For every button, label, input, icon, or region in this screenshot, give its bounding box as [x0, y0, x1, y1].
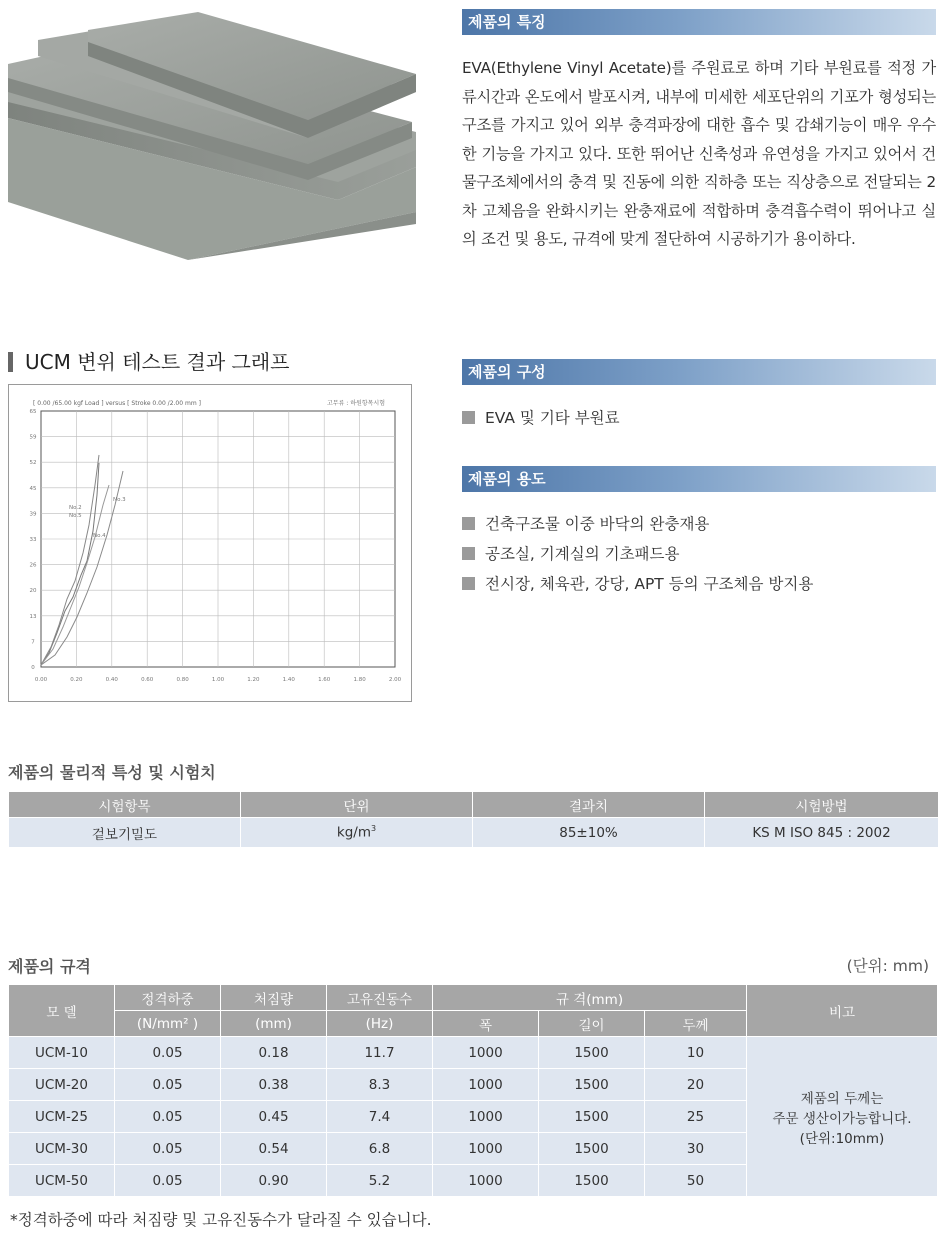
- x-tick-label: 1.80: [353, 677, 366, 683]
- phys-unit-text: kg/m: [336, 824, 371, 841]
- phys-result: 85±10%: [473, 818, 705, 848]
- y-tick-label: 52: [29, 460, 37, 467]
- usage-header: 제품의 용도: [462, 466, 936, 492]
- spec-unit-note: (단위: mm): [846, 957, 929, 975]
- spec-cell-width: 1000: [433, 1101, 539, 1133]
- spec-cell-load: 0.05: [115, 1165, 221, 1197]
- curve-no3: [41, 455, 99, 665]
- note-line: (단위:10mm): [799, 1130, 885, 1147]
- y-tick-label: 20: [29, 588, 37, 595]
- list-item-text: 공조실, 기계실의 기초패드용: [485, 545, 680, 563]
- y-tick-label: 0: [31, 665, 35, 671]
- table-row: [9, 1133, 747, 1165]
- spec-cell-model: UCM-30: [9, 1133, 115, 1165]
- spec-header-width: 폭: [433, 1011, 539, 1037]
- displacement-graph: [9, 385, 411, 701]
- bullet-square-icon: [462, 411, 475, 424]
- spec-cell-model: UCM-50: [9, 1165, 115, 1197]
- y-tick-label: 33: [29, 537, 37, 543]
- spec-cell-load: 0.05: [115, 1133, 221, 1165]
- x-tick-label: 1.00: [211, 677, 225, 683]
- spec-cell-freq: 8.3: [327, 1069, 433, 1101]
- x-tick-label: 2.00: [388, 677, 402, 683]
- table-row: [9, 1037, 747, 1069]
- list-item: [462, 539, 813, 569]
- spec-header-thickness: 두께: [645, 1011, 747, 1037]
- y-tick-label: 39: [29, 511, 37, 518]
- spec-cell-model: UCM-25: [9, 1101, 115, 1133]
- graph-title-text: UCM 변위 테스트 결과 그래프: [25, 350, 290, 374]
- x-tick-label: 1.40: [282, 677, 295, 683]
- curve-label: No.5: [69, 513, 82, 519]
- spec-cell-load: 0.05: [115, 1069, 221, 1101]
- graph-header-right: 고무류 : 하원항목시험: [327, 400, 386, 407]
- y-tick-label: 59: [29, 434, 37, 441]
- note-line: 제품의 두께는: [800, 1090, 884, 1107]
- spec-note-cell: [747, 1037, 938, 1197]
- spec-cell-thickness: 20: [645, 1069, 747, 1101]
- spec-cell-length: 1500: [539, 1165, 645, 1197]
- phys-unit: [241, 818, 473, 848]
- spec-cell-width: 1000: [433, 1133, 539, 1165]
- spec-header-load-unit: (N/mm² ): [115, 1011, 221, 1037]
- curve-no2: [41, 463, 99, 665]
- y-tick-label: 65: [29, 409, 37, 415]
- phys-header-item: 시험항목: [9, 792, 241, 818]
- curve-no5: [41, 485, 109, 665]
- spec-cell-load: 0.05: [115, 1101, 221, 1133]
- list-item: [462, 509, 813, 539]
- usage-list: [462, 509, 813, 599]
- x-tick-label: 1.20: [247, 677, 260, 683]
- curve-no4: [41, 471, 123, 665]
- graph-curves: [41, 455, 123, 665]
- spec-title: 제품의 규격: [8, 957, 91, 976]
- y-tick-labels: [30, 409, 37, 671]
- graph-header-text: [ 0.00 /65.00 kgf Load ] versus [ Stroke 0.00 /2.00 mm ]: [33, 400, 201, 407]
- spec-cell-thickness: 30: [645, 1133, 747, 1165]
- bullet-square-icon: [462, 577, 475, 590]
- title-marker: [8, 352, 13, 372]
- spec-cell-deflection: 0.90: [221, 1165, 327, 1197]
- phys-header-unit: 단위: [241, 792, 473, 818]
- x-tick-label: 0.40: [105, 677, 118, 683]
- graph-title: [8, 346, 290, 375]
- spec-cell-freq: 7.4: [327, 1101, 433, 1133]
- phys-header-result: 결과치: [473, 792, 705, 818]
- spec-cell-length: 1500: [539, 1037, 645, 1069]
- x-tick-label: 1.60: [318, 677, 331, 683]
- bullet-square-icon: [462, 547, 475, 560]
- spec-cell-length: 1500: [539, 1101, 645, 1133]
- list-item: [462, 403, 620, 433]
- x-tick-label: 0.80: [176, 677, 189, 683]
- table-row: [9, 1101, 747, 1133]
- spec-cell-length: 1500: [539, 1133, 645, 1165]
- table-row: [9, 1069, 747, 1101]
- product-image: [8, 12, 416, 260]
- physical-table: [8, 791, 939, 848]
- y-tick-label: 7: [31, 639, 35, 646]
- spec-cell-width: 1000: [433, 1165, 539, 1197]
- y-tick-label: 13: [29, 613, 37, 620]
- spec-cell-model: UCM-20: [9, 1069, 115, 1101]
- spec-header-deflection: 처짐량: [221, 985, 327, 1011]
- list-item-text: EVA 및 기타 부원료: [485, 409, 620, 427]
- spec-cell-deflection: 0.45: [221, 1101, 327, 1133]
- spec-body: [9, 1037, 747, 1197]
- composition-header: 제품의 구성: [462, 359, 936, 385]
- spec-cell-deflection: 0.38: [221, 1069, 327, 1101]
- spec-header-length: 길이: [539, 1011, 645, 1037]
- curve-label: No.2: [69, 505, 82, 511]
- note-line: 주문 생산이가능합니다.: [772, 1110, 912, 1127]
- spec-cell-load: 0.05: [115, 1037, 221, 1069]
- x-tick-label: 0.60: [141, 677, 154, 683]
- spec-cell-thickness: 25: [645, 1101, 747, 1133]
- footnote: *정격하중에 따라 처짐량 및 고유진동수가 달라질 수 있습니다.: [10, 1211, 432, 1229]
- phys-unit-sup: 3: [371, 824, 377, 834]
- spec-cell-width: 1000: [433, 1069, 539, 1101]
- features-description: EVA(Ethylene Vinyl Acetate)를 주원료로 하며 기타 부원료를 적정 가류시간과 온도에서 발포시켜, 내부에 미세한 세포단위의 기포가 형성되는 구조를 가지고 있어 외부 충격파장에 대한 흡수 및 감쇄기능이 매우 우수한 기능을 가지고 있다. 또한 뛰어난 신축성과 유연성을 가지고 있어서 건물구조체에서의 충격 및 진동에 의한 직하층 또는 직상층으로 전달되는 2차 고체음을 완화시키는 완충재료에 적합하며 충격흡수력이 뛰어나고 실의 조건 및 용도, 규격에 맞게 절단하여 시공하기가 용이하다.: [462, 59, 936, 248]
- spec-cell-length: 1500: [539, 1069, 645, 1101]
- list-item-text: 전시장, 체육관, 강당, APT 등의 구조체음 방지용: [485, 575, 814, 593]
- spec-cell-freq: 5.2: [327, 1165, 433, 1197]
- spec-header-frequency-unit: (Hz): [327, 1011, 433, 1037]
- curve-labels: [69, 497, 126, 539]
- spec-cell-width: 1000: [433, 1037, 539, 1069]
- spec-cell-thickness: 10: [645, 1037, 747, 1069]
- spec-header-load: 정격하중: [115, 985, 221, 1011]
- spec-cell-deflection: 0.18: [221, 1037, 327, 1069]
- x-tick-label: 0.20: [70, 677, 83, 683]
- spec-cell-model: UCM-10: [9, 1037, 115, 1069]
- list-item-text: 건축구조물 이중 바닥의 완충재용: [485, 515, 710, 533]
- graph-box: [8, 384, 412, 702]
- table-row: [9, 1165, 747, 1197]
- spec-table: [8, 984, 747, 1197]
- spec-cell-deflection: 0.54: [221, 1133, 327, 1165]
- y-tick-label: 45: [29, 485, 37, 492]
- composition-list: [462, 403, 620, 433]
- spec-cell-freq: 11.7: [327, 1037, 433, 1069]
- phys-item: 겉보기밀도: [9, 818, 241, 848]
- phys-method: KS M ISO 845 : 2002: [705, 818, 939, 848]
- spec-note-table: [746, 984, 938, 1197]
- features-header: 제품의 특징: [462, 9, 936, 35]
- spec-cell-thickness: 50: [645, 1165, 747, 1197]
- spec-header-deflection-unit: (mm): [221, 1011, 327, 1037]
- spec-cell-freq: 6.8: [327, 1133, 433, 1165]
- list-item: [462, 569, 813, 599]
- spec-header-size: 규 격(mm): [433, 985, 747, 1011]
- spec-header-frequency: 고유진동수: [327, 985, 433, 1011]
- spec-header-model: 모 델: [9, 985, 115, 1037]
- bullet-square-icon: [462, 517, 475, 530]
- physical-title: 제품의 물리적 특성 및 시험치: [8, 763, 216, 782]
- curve-label: No.3: [113, 497, 126, 503]
- y-tick-label: 26: [29, 562, 37, 569]
- phys-header-method: 시험방법: [705, 792, 939, 818]
- x-tick-label: 0.00: [34, 677, 48, 683]
- curve-label: No.4: [93, 533, 106, 539]
- x-tick-labels: [35, 677, 402, 683]
- spec-header-note: 비고: [747, 985, 938, 1037]
